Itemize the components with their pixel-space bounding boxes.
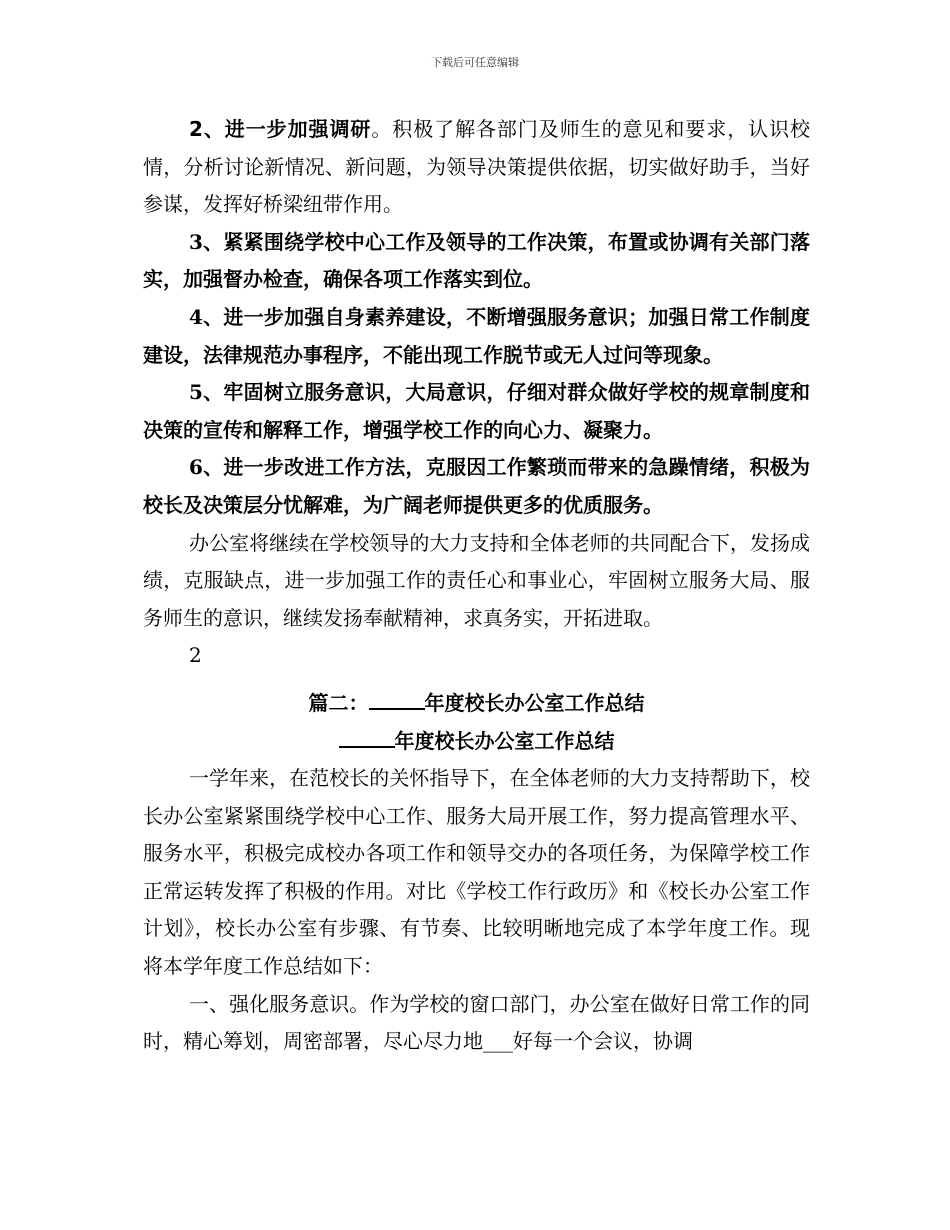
section-heading-prefix: 篇二： xyxy=(308,690,369,715)
subheading-blank xyxy=(339,728,395,748)
inline-blank: ___ xyxy=(483,1029,513,1054)
section-subheading-suffix: 年度校长办公室工作总结 xyxy=(394,728,615,753)
paragraph-item-5: 5、牢固树立服务意识，大局意识，仔细对群众做好学校的规章制度和决策的宣传和解释工作，增强学校工作的向心力、凝聚力。 xyxy=(143,380,810,442)
page-number: 2 xyxy=(189,643,202,668)
document-body xyxy=(143,111,810,1061)
paragraph-intro: 一学年来，在范校长的关怀指导下，在全体老师的大力支持帮助下，校长办公室紧紧围绕学校中心工作、服务大局开展工作，努力提高管理水平、服务水平，积极完成校办各项工作和领导交办的各项任务，为保障学校工作正常运转发挥了积极的作用。对比《学校工作行政历》和《校长办公室工作计划》，校长办公室有步骤、有节奏、比较明晰地完成了本学年度工作。现将本学年度工作总结如下： xyxy=(143,766,810,979)
paragraph-item-4: 4、进一步加强自身素养建设，不断增强服务意识；加强日常工作制度建设，法律规范办事程序，不能出现工作脱节或无人过问等现象。 xyxy=(143,304,810,367)
paragraph-text: 。积极了解各部门及师生的意见和要求，认识校情，分析讨论新情况、新问题，为领导决策提供依据，切实做好助手，当好参谋，发挥好桥梁纽带作用。 xyxy=(143,117,811,217)
paragraph-item-6: 6、进一步改进工作方法，克服因工作繁琐而带来的急躁情绪，积极为校长及决策层分忧解难，为广阔老师提供更多的优质服务。 xyxy=(143,455,810,517)
section-heading xyxy=(143,685,810,723)
paragraph-closing: 办公室将继续在学校领导的大力支持和全体老师的共同配合下，发扬成绩，克服缺点，进一步加强工作的责任心和事业心，牢固树立服务大局、服务师生的意识，继续发扬奉献精神，求真务实，开拓进取。 xyxy=(143,530,810,630)
paragraph-lead: 2、进一步加强调研 xyxy=(189,117,372,141)
paragraph-item-3: 3、紧紧围绕学校中心工作及领导的工作决策，布置或协调有关部门落实，加强督办检查，确保各项工作落实到位。 xyxy=(143,229,810,292)
section-subheading xyxy=(143,723,810,761)
paragraph-text: 好每一个会议，协调 xyxy=(513,1029,693,1054)
heading-blank xyxy=(369,690,425,710)
paragraph-text: 一、强化服务意识。作为学校的窗口部门，办公室在做好日常工作的同时，精心筹划，周密部署，尽心尽力地 xyxy=(143,991,810,1054)
paragraph-section-one xyxy=(143,986,810,1061)
paragraph-item-2 xyxy=(143,111,810,224)
page-header: 下载后可任意编辑 xyxy=(431,56,519,69)
section-heading-suffix: 年度校长办公室工作总结 xyxy=(424,690,645,715)
